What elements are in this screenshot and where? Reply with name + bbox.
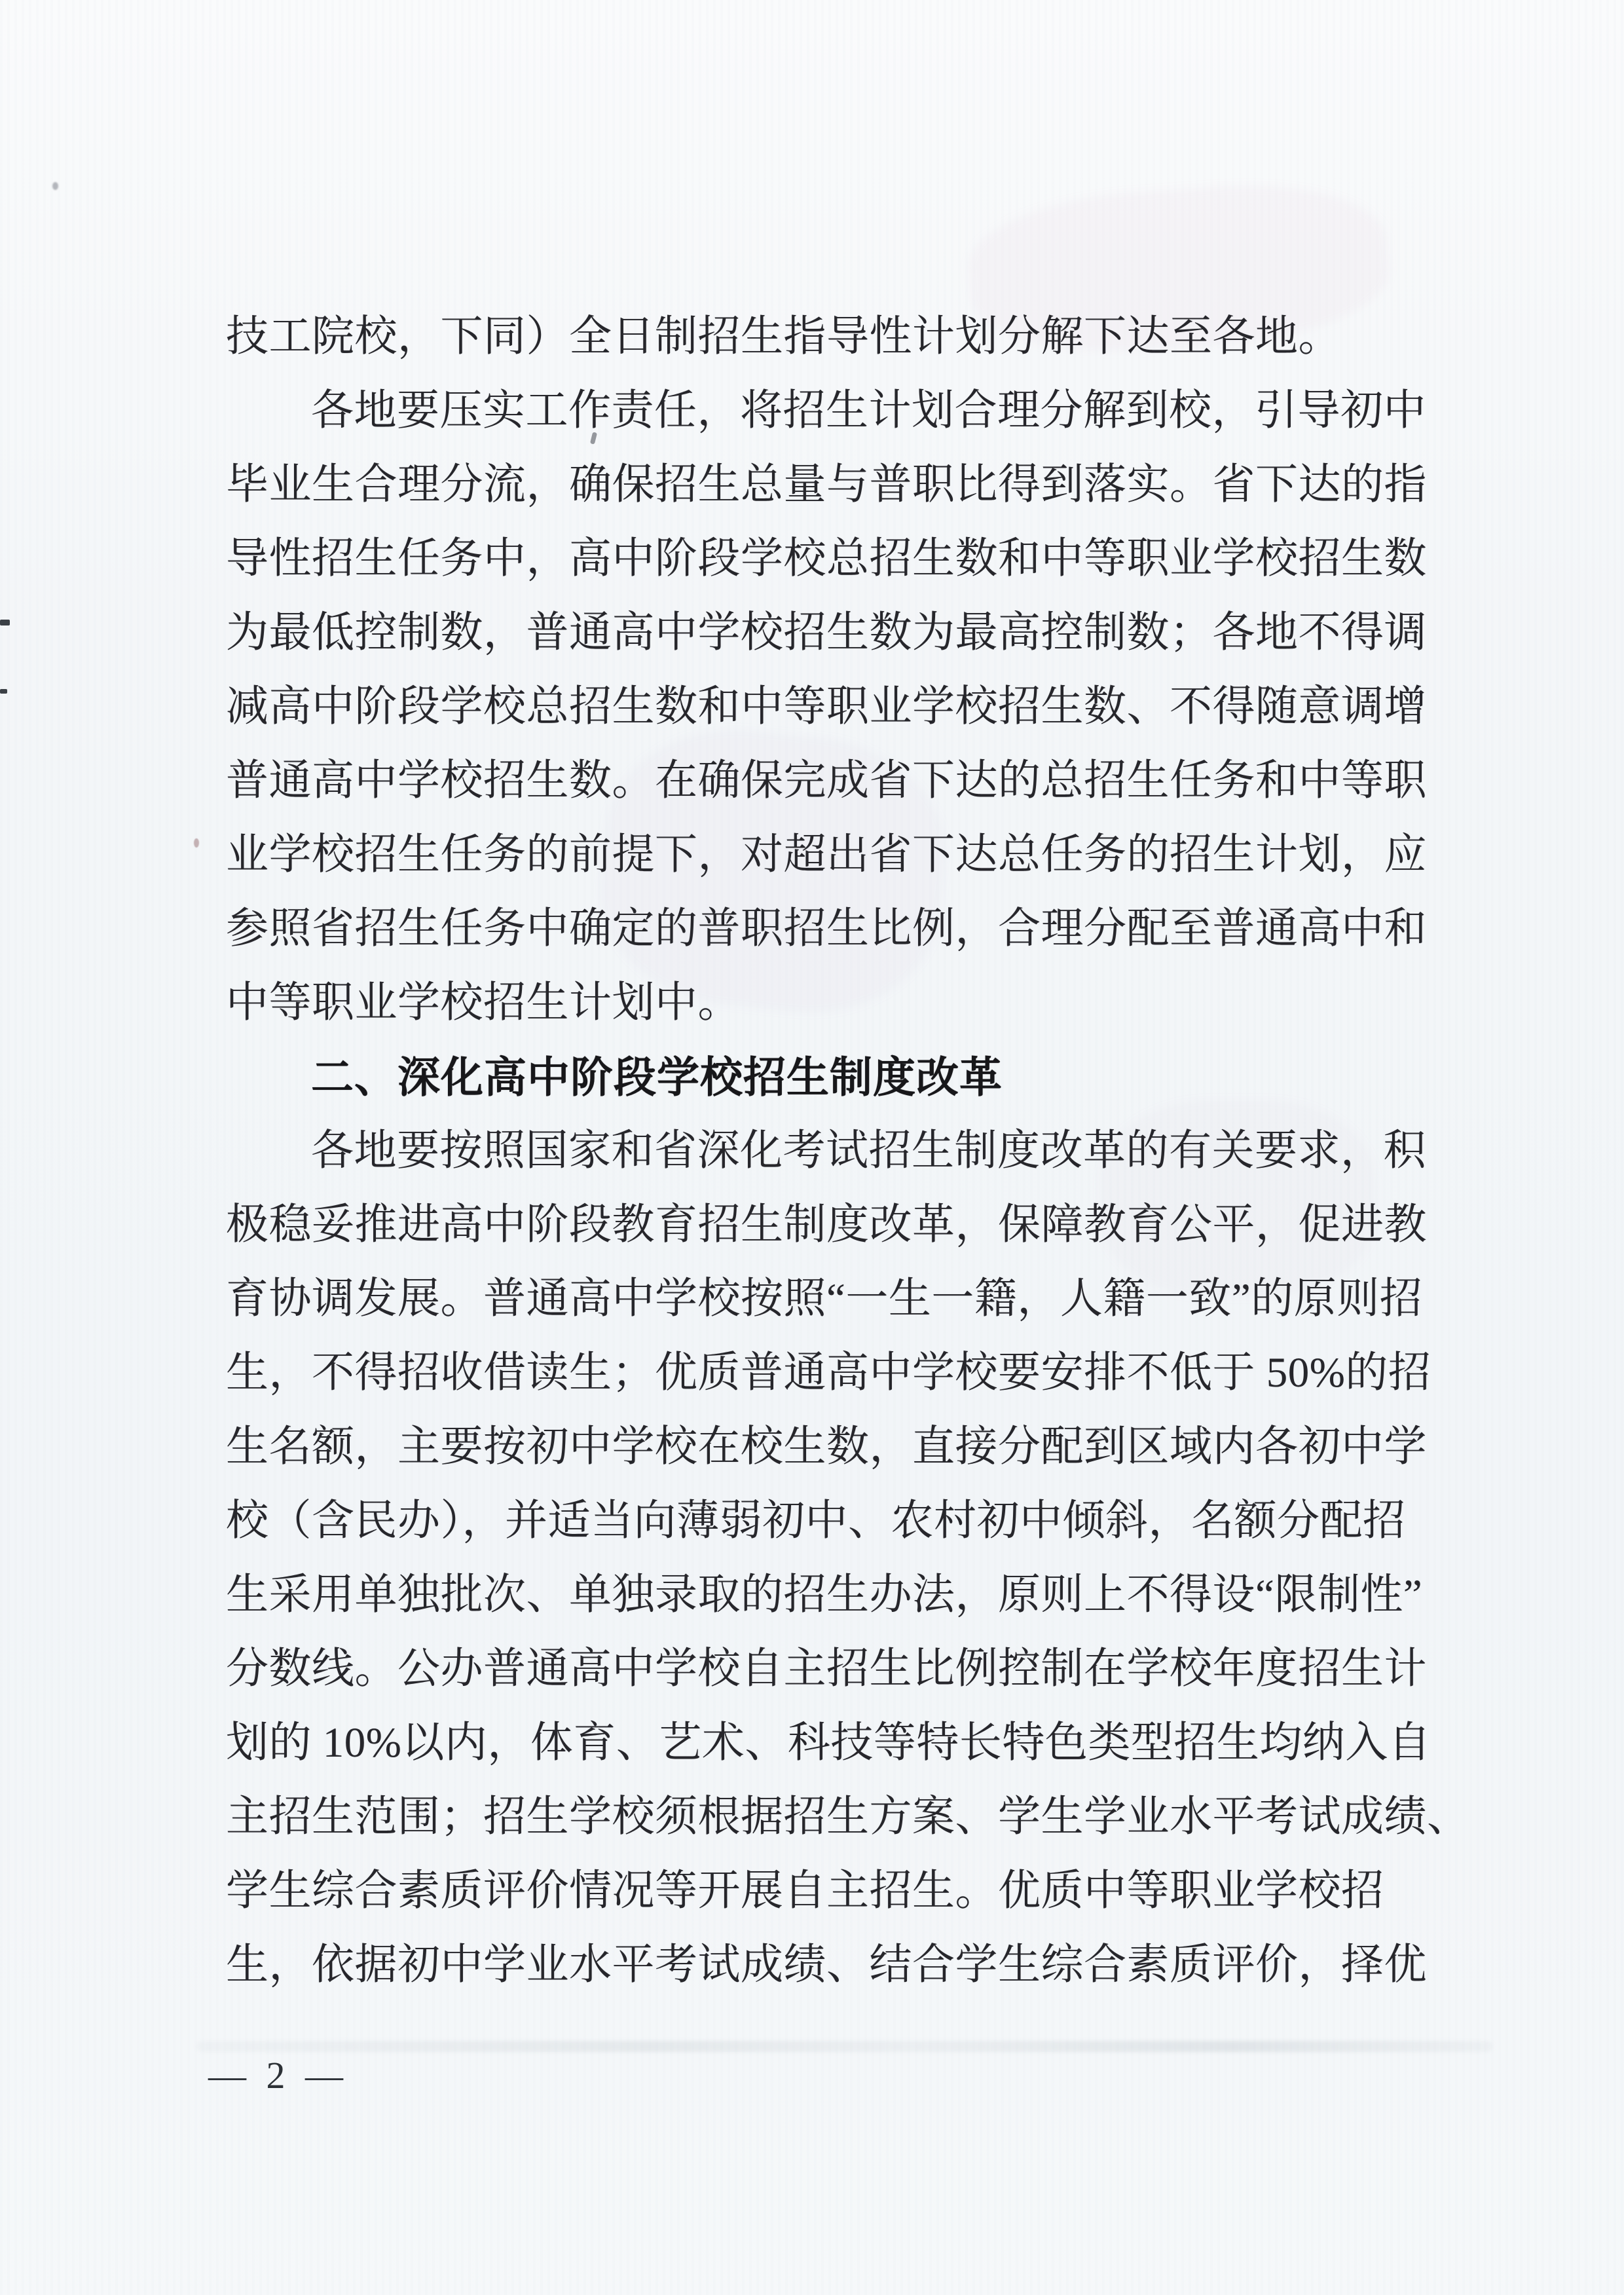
text-line: 学生综合素质评价情况等开展自主招生。优质中等职业学校招 bbox=[226, 1867, 1384, 1914]
text-line: 减高中阶段学校总招生数和中等职业学校招生数、不得随意调增 bbox=[226, 683, 1428, 730]
text-line: 校（含民办），并适当向薄弱初中、农村初中倾斜，名额分配招 bbox=[226, 1497, 1406, 1544]
scan-edge-mark bbox=[0, 689, 7, 694]
text-line: 育协调发展。普通高中学校按照“一生一籍，人籍一致”的原则招 bbox=[226, 1275, 1423, 1322]
text-line: 毕业生合理分流，确保招生总量与普职比得到落实。省下达的指 bbox=[226, 461, 1428, 508]
scan-speck bbox=[52, 182, 58, 190]
text-line: 为最低控制数，普通高中学校招生数为最高控制数；各地不得调 bbox=[226, 609, 1428, 656]
text-line: 生名额，主要按初中学校在校生数，直接分配到区域内各初中学 bbox=[226, 1423, 1428, 1470]
text-line: 导性招生任务中，高中阶段学校总招生数和中等职业学校招生数 bbox=[226, 535, 1428, 582]
page-number: — 2 — bbox=[208, 2054, 348, 2097]
text-line: 生，依据初中学业水平考试成绩、结合学生综合素质评价，择优 bbox=[226, 1941, 1428, 1988]
text-line: 分数线。公办普通高中学校自主招生比例控制在学校年度招生计 bbox=[226, 1645, 1428, 1692]
text-line: 各地要按照国家和省深化考试招生制度改革的有关要求，积 bbox=[311, 1127, 1427, 1174]
text-line: 普通高中学校招生数。在确保完成省下达的总招生任务和中等职 bbox=[226, 757, 1428, 804]
document-text-block bbox=[226, 300, 1470, 2002]
text-line: 业学校招生任务的前提下，对超出省下达总任务的招生计划，应 bbox=[226, 831, 1428, 878]
text-line: 生，不得招收借读生；优质普通高中学校要安排不低于 50%的招 bbox=[226, 1349, 1431, 1396]
section-heading: 二、深化高中阶段学校招生制度改革 bbox=[311, 1053, 1003, 1101]
text-line: 划的 10%以内，体育、艺术、科技等特长特色类型招生均纳入自 bbox=[226, 1719, 1431, 1766]
text-line: 参照省招生任务中确定的普职招生比例，合理分配至普通高中和 bbox=[226, 905, 1428, 952]
text-line: 生采用单独批次、单独录取的招生办法，原则上不得设“限制性” bbox=[226, 1571, 1423, 1618]
scan-smudge-streak bbox=[196, 2041, 1493, 2052]
scan-edge-mark bbox=[0, 620, 10, 625]
text-line: 中等职业学校招生计划中。 bbox=[226, 979, 741, 1026]
text-line: 主招生范围；招生学校须根据招生方案、学生学业水平考试成绩、 bbox=[226, 1793, 1470, 1840]
text-line: 技工院校，下同）全日制招生指导性计划分解下达至各地。 bbox=[226, 313, 1342, 360]
text-line: 极稳妥推进高中阶段教育招生制度改革，保障教育公平，促进教 bbox=[226, 1201, 1428, 1248]
text-line: 各地要压实工作责任，将招生计划合理分解到校，引导初中 bbox=[311, 387, 1427, 434]
scan-speck bbox=[194, 838, 199, 848]
